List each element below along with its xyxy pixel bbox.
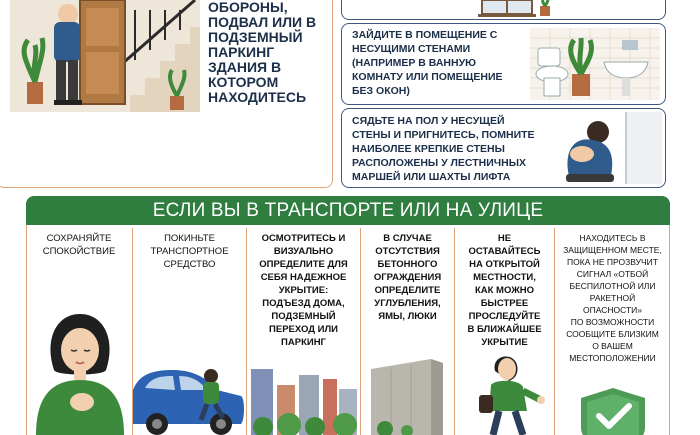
tip-line: НЕСУЩИМИ СТЕНАМИ	[352, 43, 471, 55]
car-exit-illustration	[133, 360, 247, 435]
column-line: СИГНАЛ «ОТБОЙ	[576, 269, 649, 279]
tip-column-find-shelter	[246, 228, 360, 435]
column-line: ЯМЫ, ЛЮКИ	[378, 311, 437, 322]
column-line: ПОДЪЕЗД ДОМА,	[262, 298, 345, 309]
column-line: СРЕДСТВО	[163, 259, 216, 270]
tip-line: КОМНАТУ ИЛИ ПОМЕЩЕНИЕ	[352, 71, 503, 83]
column-line: ПОДЗЕМНЫЙ	[271, 311, 336, 322]
shelter-line: ПАРКИНГ	[208, 44, 275, 60]
shelter-line: ЗДАНИЯ В	[208, 59, 282, 75]
tip-column-calm	[26, 228, 132, 435]
city-buildings-illustration	[249, 365, 359, 435]
window-illustration	[478, 0, 558, 18]
column-line: ПО ВОЗМОЖНОСТИ	[570, 317, 655, 327]
bathroom-illustration	[530, 28, 660, 100]
shelter-text	[208, 0, 328, 105]
column-line: ПАРКИНГ	[281, 337, 326, 348]
column-line: ПОКА НЕ ПРОЗВУЧИТ	[567, 257, 658, 267]
shelter-line: ОБОРОНЫ,	[208, 0, 288, 15]
tip-column-no-concrete	[360, 228, 454, 435]
column-line: МЕСТОПОЛОЖЕНИИ	[569, 353, 656, 363]
tip-column-stay-protected	[554, 228, 670, 435]
column-line: ОСМОТРИТЕСЬ И	[261, 233, 346, 244]
tip-line: ЗАЙДИТЕ В ПОМЕЩЕНИЕ С	[352, 29, 498, 41]
tip-column-go-to-shelter	[454, 228, 554, 435]
tip-line: (НАПРИМЕР В ВАННУЮ	[352, 57, 476, 69]
concrete-wall-illustration	[367, 355, 449, 435]
column-line: БЕТОННОГО	[377, 259, 438, 270]
column-line: СЕБЯ НАДЕЖНОЕ	[260, 272, 347, 283]
staircase-illustration	[10, 0, 200, 112]
column-line: ОГРАЖДЕНИЯ	[373, 272, 442, 283]
tip-column-leave-vehicle	[132, 228, 246, 435]
column-line: ОПАСНОСТИ»	[583, 305, 642, 315]
column-line: УГЛУБЛЕНИЯ,	[374, 298, 441, 309]
crouch-tip-text	[352, 114, 552, 184]
column-line: СООБЩИТЕ БЛИЗКИМ	[566, 329, 659, 339]
running-woman-illustration	[465, 351, 545, 435]
bathroom-tip-text	[352, 28, 532, 98]
column-line: УКРЫТИЕ:	[278, 285, 329, 296]
column-line: СПОКОЙСТВИЕ	[42, 246, 116, 257]
column-line: ЗАЩИЩЕННОМ МЕСТЕ,	[563, 245, 662, 255]
column-line: НА ОТКРЫТОЙ	[469, 259, 540, 270]
column-line: ОПРЕДЕЛИТЕ ДЛЯ	[259, 259, 348, 270]
column-line: ТРАНСПОРТНОЕ	[150, 246, 229, 257]
column-line: НЕ	[497, 233, 512, 244]
column-line: В БЛИЖАЙШЕЕ	[467, 324, 542, 335]
shelter-line: КОТОРОМ	[208, 74, 279, 90]
column-line: УКРЫТИЕ	[481, 337, 528, 348]
column-line: ОТСУТСТВИЯ	[375, 246, 440, 257]
column-line: ПРОСЛЕДУЙТЕ	[468, 311, 541, 322]
shelter-line: ПОДЗЕМНЫЙ	[208, 29, 303, 45]
column-line: НАХОДИТЕСЬ В	[579, 233, 646, 243]
shelter-line: ПОДВАЛ ИЛИ В	[208, 14, 317, 30]
crouching-person-illustration	[540, 112, 662, 184]
tip-line: НАИБОЛЕЕ КРЕПКИЕ СТЕНЫ	[352, 143, 505, 155]
tip-line: СЯДЬТЕ НА ПОЛ У НЕСУЩЕЙ	[352, 115, 505, 127]
column-line: В СЛУЧАЕ	[383, 233, 432, 244]
column-line: ОСТАВАЙТЕСЬ	[468, 246, 541, 257]
column-line: ПЕРЕХОД ИЛИ	[269, 324, 338, 335]
shelter-line: НАХОДИТЕСЬ	[208, 89, 306, 105]
street-section-banner: ЕСЛИ ВЫ В ТРАНСПОРТЕ ИЛИ НА УЛИЦЕ	[26, 196, 670, 225]
tip-line: МАРШЕЙ ИЛИ ШАХТЫ ЛИФТА	[352, 171, 511, 183]
column-line: БЕСПИЛОТНОЙ ИЛИ	[569, 281, 656, 291]
tip-line: БЕЗ ОКОН)	[352, 85, 410, 97]
column-line: РАКЕТНОЙ	[589, 293, 636, 303]
tip-line: РАСПОЛОЖЕНЫ У ЛЕСТНИЧНЫХ	[352, 157, 527, 169]
column-line: ОПРЕДЕЛИТЕ	[374, 285, 441, 296]
tip-line: СТЕНЫ И ПРИГНИТЕСЬ, ПОМНИТЕ	[352, 129, 535, 141]
column-line: БЫСТРЕЕ	[480, 298, 529, 309]
column-line: ПОКИНЬТЕ	[164, 233, 215, 244]
shield-check-icon	[577, 388, 649, 435]
column-line: ВИЗУАЛЬНО	[273, 246, 334, 257]
calm-woman-illustration	[34, 310, 126, 435]
column-line: О ВАШЕМ	[592, 341, 633, 351]
column-line: КАК МОЖНО	[474, 285, 535, 296]
column-line: СОХРАНЯЙТЕ	[46, 233, 112, 244]
column-line: МЕСТНОСТИ,	[473, 272, 536, 283]
